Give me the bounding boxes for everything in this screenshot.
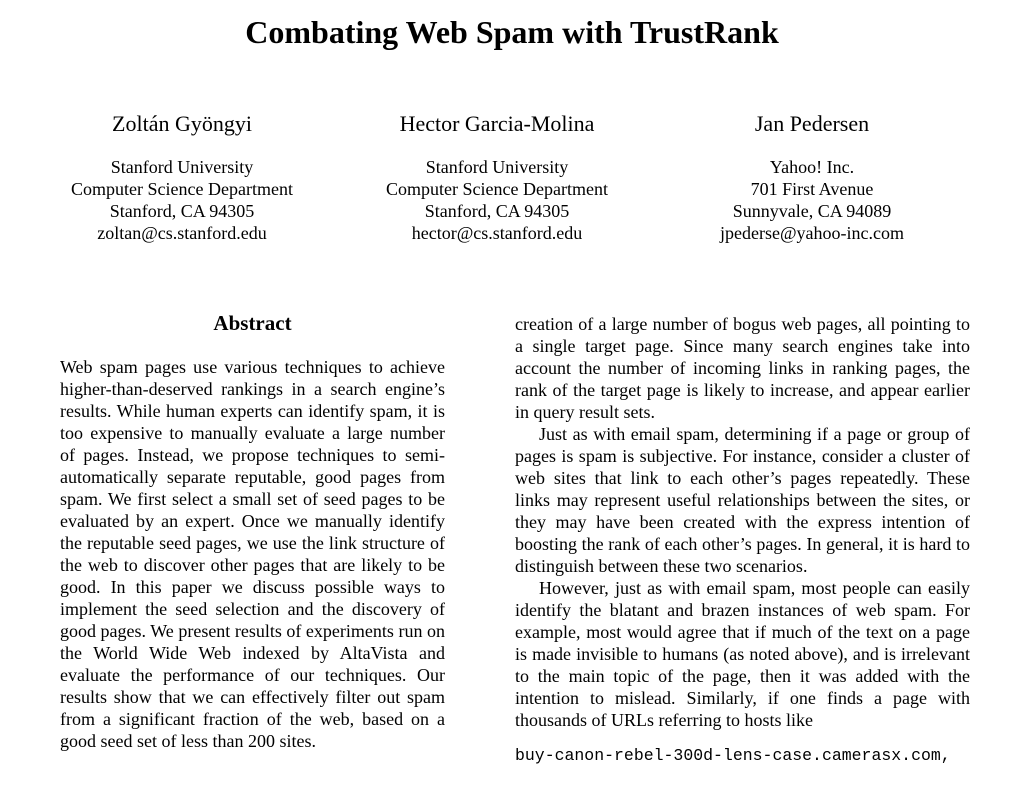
affiliation-line: Stanford University: [110, 157, 254, 177]
affiliation-line: Computer Science Department: [386, 179, 608, 199]
abstract-heading: Abstract: [213, 311, 292, 335]
paper-title: Combating Web Spam with TrustRank: [245, 14, 779, 50]
affiliation-line: Yahoo! Inc.: [769, 157, 855, 177]
affiliation-line: Stanford, CA 94305: [424, 201, 570, 221]
author-block: [662, 110, 962, 244]
author-affiliation: [32, 156, 332, 244]
author-name: Hector Garcia-Molina: [399, 111, 595, 136]
body-paragraph: Just as with email spam, determining if a page or group of pages is spam is subjective. For instance, consider a cluster of web sites that link to each other’s pages repeatedly. These links may represent useful relationships between the sites, or they may have been created with the express intention of boosting the rank of each other’s pages. In general, it is hard to distinguish between these two scenarios.: [515, 424, 970, 576]
affiliation-line: Computer Science Department: [71, 179, 293, 199]
author-block: [347, 110, 647, 244]
body-column: [515, 313, 970, 767]
abstract-text: Web spam pages use various techniques to achieve higher-than-deserved rankings in a search engine’s results. While human experts can identify spam, it is too expensive to manually evaluate a large number of pages. Instead, we propose techniques to semi-automatically separate reputable, good pages from spam. We first select a small set of seed pages to be evaluated by an expert. Once we manually identify the reputable seed pages, we use the link structure of the web to discover other pages that are likely to be good. In this paper we discuss possible ways to implement the seed selection and the discovery of good pages. We present results of experiments run on the World Wide Web indexed by AltaVista and evaluate the performance of our techniques. Our results show that we can effectively filter out spam from a significant fraction of the web, based on a good seed set of less than 200 sites.: [60, 357, 445, 751]
affiliation-line: Stanford University: [425, 157, 569, 177]
example-url: buy-canon-rebel-300d-lens-case.camerasx.com,: [515, 746, 951, 765]
body-paragraph: However, just as with email spam, most people can easily identify the blatant and brazen instances of web spam. For example, most would agree that if much of the text on a page is made invisible to humans (as noted above), and is irrelevant to the main topic of the page, then it was added with the intention to mislead. Similarly, if one finds a page with thousands of URLs referring to hosts like: [515, 578, 970, 730]
affiliation-line: 701 First Avenue: [750, 179, 874, 199]
body-paragraph: creation of a large number of bogus web pages, all pointing to a single target page. Since many search engines take into account the number of incoming links in ranking pages, the rank of the target page is likely to increase, and appear earlier in query result sets.: [515, 314, 970, 422]
abstract-column: [60, 310, 445, 752]
author-name: Jan Pedersen: [754, 111, 870, 136]
author-email: jpederse@yahoo-inc.com: [719, 223, 904, 243]
author-affiliation: [662, 156, 962, 244]
author-affiliation: [347, 156, 647, 244]
author-name: Zoltán Gyöngyi: [112, 111, 252, 136]
affiliation-line: Stanford, CA 94305: [109, 201, 255, 221]
author-email: hector@cs.stanford.edu: [411, 223, 583, 243]
author-email: zoltan@cs.stanford.edu: [97, 223, 267, 243]
affiliation-line: Sunnyvale, CA 94089: [732, 201, 892, 221]
author-block: [32, 110, 332, 244]
